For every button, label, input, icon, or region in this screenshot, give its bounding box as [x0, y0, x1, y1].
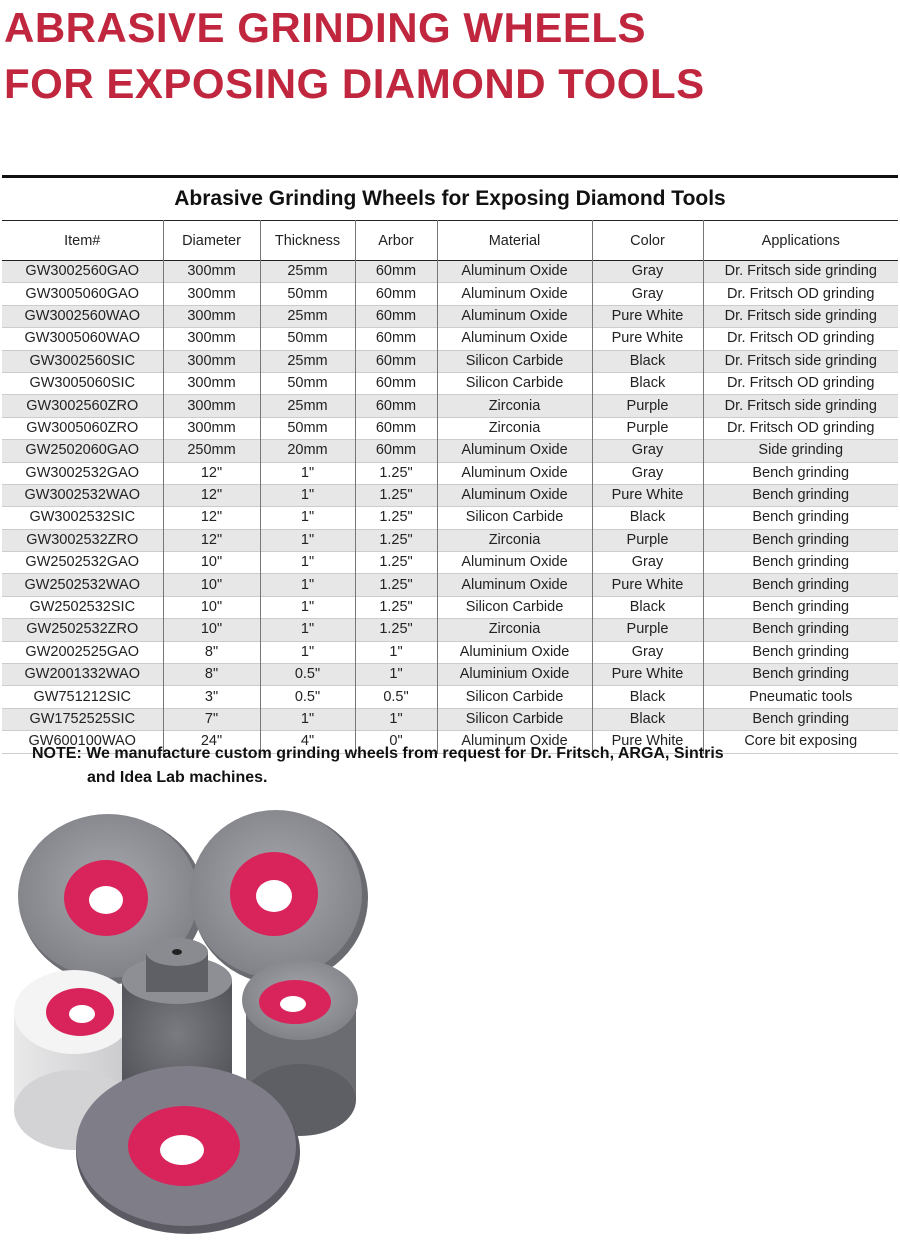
- table-cell: Aluminum Oxide: [437, 440, 592, 462]
- table-cell: 1": [355, 708, 437, 730]
- column-header: Item#: [64, 232, 101, 249]
- table-cell: GW3002560ZRO: [26, 397, 139, 414]
- table-cell: Bench grinding: [703, 552, 898, 574]
- table-cell: 8": [163, 664, 260, 686]
- table-cell: GW3002560WAO: [24, 307, 140, 324]
- table-cell: 3": [163, 686, 260, 708]
- table-cell: Aluminum Oxide: [437, 731, 592, 753]
- table-cell: 24": [163, 731, 260, 753]
- table-cell: 20mm: [260, 440, 355, 462]
- table-cell: 25mm: [260, 261, 355, 283]
- wheel-hole-front: [160, 1135, 204, 1165]
- table-cell: GW3005060ZRO: [26, 419, 139, 436]
- table-cell: 60mm: [355, 283, 437, 305]
- custom-note: [32, 742, 892, 790]
- table-cell: 10": [163, 574, 260, 596]
- table-row: [2, 462, 898, 484]
- table-cell: GW2502532ZRO: [26, 621, 139, 638]
- table-cell: Pneumatic tools: [703, 686, 898, 708]
- table-cell: Dr. Fritsch side grinding: [703, 395, 898, 417]
- table-cell: Dr. Fritsch side grinding: [703, 261, 898, 283]
- table-cell: Black: [592, 350, 703, 372]
- table-row: [2, 395, 898, 417]
- table-cell: 1": [260, 462, 355, 484]
- table-cell: 12": [163, 507, 260, 529]
- table-cell: Pure White: [592, 731, 703, 753]
- table-cell: Core bit exposing: [703, 731, 898, 753]
- table-cell: GW2502532WAO: [24, 576, 140, 593]
- table-cell: Gray: [592, 283, 703, 305]
- table-cell: 50mm: [260, 328, 355, 350]
- table-cell: Aluminum Oxide: [437, 574, 592, 596]
- column-header: Color: [592, 221, 703, 261]
- table-cell: Pure White: [592, 664, 703, 686]
- table-cell: 1": [355, 641, 437, 663]
- table-cell: Purple: [592, 417, 703, 439]
- table-cell: 12": [163, 462, 260, 484]
- note-line-2: and Idea Lab machines.: [87, 769, 268, 786]
- table-cell: 1.25": [355, 462, 437, 484]
- table-row: [2, 686, 898, 708]
- table-cell: Bench grinding: [703, 484, 898, 506]
- wheel-hole-back-left: [89, 886, 123, 914]
- table-cell: Silicon Carbide: [437, 708, 592, 730]
- table-cell: 1.25": [355, 552, 437, 574]
- table-cell: Dr. Fritsch side grinding: [703, 305, 898, 327]
- table-cell: Aluminum Oxide: [437, 328, 592, 350]
- table-cell: Zirconia: [437, 529, 592, 551]
- table-cell: 300mm: [163, 305, 260, 327]
- table-cell: 1": [355, 664, 437, 686]
- table-cell: 10": [163, 619, 260, 641]
- table-cell: GW3005060WAO: [24, 330, 140, 347]
- table-row: [2, 574, 898, 596]
- table-cell: Side grinding: [703, 440, 898, 462]
- table-header-row: [2, 221, 898, 261]
- table-cell: 4": [260, 731, 355, 753]
- table-cell: 1.25": [355, 619, 437, 641]
- table-cell: Aluminium Oxide: [437, 664, 592, 686]
- table-cell: GW600100WAO: [28, 733, 136, 750]
- table-cell: Aluminum Oxide: [437, 283, 592, 305]
- table-cell: 60mm: [355, 395, 437, 417]
- table-cell: Black: [592, 686, 703, 708]
- table-cell: 1.25": [355, 596, 437, 618]
- column-header: Diameter: [163, 221, 260, 261]
- table-row: [2, 552, 898, 574]
- table-cell: Purple: [592, 395, 703, 417]
- column-header: Material: [437, 221, 592, 261]
- table-cell: Silicon Carbide: [437, 507, 592, 529]
- table-cell: GW3002560SIC: [29, 352, 136, 369]
- table-cell: 300mm: [163, 372, 260, 394]
- table-cell: 1.25": [355, 507, 437, 529]
- table-row: [2, 417, 898, 439]
- table-cell: 0.5": [260, 686, 355, 708]
- table-row: [2, 283, 898, 305]
- table-cell: 1": [260, 507, 355, 529]
- table-cell: 12": [163, 529, 260, 551]
- table-row: [2, 507, 898, 529]
- table-row: [2, 305, 898, 327]
- table-cell: Dr. Fritsch OD grinding: [703, 372, 898, 394]
- table-caption: Abrasive Grinding Wheels for Exposing Diamond Tools: [174, 187, 726, 210]
- table-row: [2, 529, 898, 551]
- table-row: [2, 708, 898, 730]
- table-cell: GW2002525GAO: [25, 643, 140, 660]
- table-cell: Bench grinding: [703, 507, 898, 529]
- table-cell: Aluminum Oxide: [437, 305, 592, 327]
- table-cell: Aluminum Oxide: [437, 484, 592, 506]
- page-title-line-1: ABRASIVE GRINDING WHEELS: [4, 4, 647, 51]
- table-cell: 1": [260, 529, 355, 551]
- table-cell: GW2001332WAO: [24, 666, 140, 683]
- table-row: [2, 261, 898, 283]
- table-cell: Dr. Fritsch OD grinding: [703, 283, 898, 305]
- table-cell: 25mm: [260, 305, 355, 327]
- table-cell: Pure White: [592, 484, 703, 506]
- table-cell: Dr. Fritsch side grinding: [703, 350, 898, 372]
- table-cell: GW1752525SIC: [29, 711, 136, 727]
- table-cell: GW751212SIC: [33, 688, 132, 705]
- column-header: Arbor: [355, 221, 437, 261]
- table-cell: 10": [163, 552, 260, 574]
- table-cell: GW3002532GAO: [25, 464, 140, 481]
- table-cell: 60mm: [355, 261, 437, 283]
- table-cell: Bench grinding: [703, 641, 898, 663]
- table-cell: Black: [592, 372, 703, 394]
- table-cell: Silicon Carbide: [437, 686, 592, 708]
- table-cell: 1.25": [355, 574, 437, 596]
- table-cell: Aluminum Oxide: [437, 462, 592, 484]
- table-cell: 50mm: [260, 372, 355, 394]
- table-cell: 0": [355, 731, 437, 753]
- table-cell: 250mm: [163, 440, 260, 462]
- table-cell: Aluminum Oxide: [437, 552, 592, 574]
- table-cell: Bench grinding: [703, 529, 898, 551]
- spec-table-section: [2, 175, 898, 754]
- table-cell: Pure White: [592, 574, 703, 596]
- table-cell: Gray: [592, 440, 703, 462]
- table-cell: 25mm: [260, 395, 355, 417]
- table-row: [2, 641, 898, 663]
- table-cell: 60mm: [355, 328, 437, 350]
- table-cell: Zirconia: [437, 619, 592, 641]
- table-cell: 0.5": [260, 664, 355, 686]
- table-cell: 7": [163, 708, 260, 730]
- table-cell: Zirconia: [437, 417, 592, 439]
- table-cell: 50mm: [260, 283, 355, 305]
- table-cell: 1.25": [355, 529, 437, 551]
- table-row: [2, 484, 898, 506]
- column-header: Thickness: [260, 221, 355, 261]
- table-cell: 1": [260, 619, 355, 641]
- table-cell: Bench grinding: [703, 574, 898, 596]
- table-cell: Bench grinding: [703, 619, 898, 641]
- table-cell: Gray: [592, 462, 703, 484]
- page-title-line-2: FOR EXPOSING DIAMOND TOOLS: [4, 60, 705, 107]
- table-row: [2, 328, 898, 350]
- table-cell: 1": [260, 641, 355, 663]
- table-cell: Black: [592, 507, 703, 529]
- grinding-wheels-photo: [10, 800, 370, 1240]
- table-cell: Silicon Carbide: [437, 372, 592, 394]
- table-cell: Silicon Carbide: [437, 596, 592, 618]
- table-cell: Silicon Carbide: [437, 350, 592, 372]
- table-cell: 60mm: [355, 305, 437, 327]
- table-row: [2, 440, 898, 462]
- table-cell: 1": [260, 484, 355, 506]
- table-cell: GW3002532WAO: [24, 487, 140, 504]
- table-cell: Bench grinding: [703, 664, 898, 686]
- table-cell: 1": [260, 552, 355, 574]
- table-cell: GW2502060GAO: [25, 442, 140, 459]
- table-cell: 300mm: [163, 417, 260, 439]
- note-line-1: NOTE: We manufacture custom grinding wheels from request for Dr. Fritsch, ARGA, Sintris: [32, 745, 724, 762]
- table-row: [2, 350, 898, 372]
- table-cell: Dr. Fritsch OD grinding: [703, 328, 898, 350]
- table-cell: Purple: [592, 619, 703, 641]
- table-cell: Pure White: [592, 305, 703, 327]
- table-cell: Black: [592, 596, 703, 618]
- table-cell: GW2502532SIC: [29, 599, 136, 616]
- table-cell: Black: [592, 708, 703, 730]
- table-cell: Gray: [592, 261, 703, 283]
- table-cell: Bench grinding: [703, 462, 898, 484]
- table-cell: 12": [163, 484, 260, 506]
- table-cell: 300mm: [163, 283, 260, 305]
- table-cell: 60mm: [355, 350, 437, 372]
- table-cell: 10": [163, 596, 260, 618]
- table-row: [2, 596, 898, 618]
- table-cell: Bench grinding: [703, 596, 898, 618]
- table-cell: Gray: [592, 552, 703, 574]
- table-cell: 0.5": [355, 686, 437, 708]
- table-cell: Gray: [592, 641, 703, 663]
- table-row: [2, 664, 898, 686]
- table-cell: 1": [260, 574, 355, 596]
- table-cell: 1.25": [355, 484, 437, 506]
- table-cell: GW3005060SIC: [29, 375, 136, 392]
- table-cell: 300mm: [163, 350, 260, 372]
- spec-table: [2, 220, 898, 754]
- table-row: [2, 619, 898, 641]
- table-cell: GW3002560GAO: [25, 263, 140, 280]
- table-cell: 60mm: [355, 372, 437, 394]
- table-cell: 60mm: [355, 417, 437, 439]
- table-cell: 1": [260, 708, 355, 730]
- table-cell: GW3002532SIC: [29, 509, 136, 526]
- page-title: [4, 0, 705, 112]
- table-cell: GW2502532GAO: [25, 554, 140, 571]
- table-cell: 300mm: [163, 261, 260, 283]
- table-cell: Zirconia: [437, 395, 592, 417]
- table-cell: GW3005060GAO: [25, 285, 140, 302]
- table-cell: 300mm: [163, 395, 260, 417]
- table-cell: Aluminium Oxide: [437, 641, 592, 663]
- wheel-hole-back-right: [256, 880, 292, 912]
- table-cell: Bench grinding: [703, 708, 898, 730]
- table-cell: GW3002532ZRO: [26, 531, 139, 548]
- table-cell: Purple: [592, 529, 703, 551]
- table-cell: Aluminum Oxide: [437, 261, 592, 283]
- table-cell: 50mm: [260, 417, 355, 439]
- table-cell: Dr. Fritsch OD grinding: [703, 417, 898, 439]
- table-cell: Pure White: [592, 328, 703, 350]
- column-header: Applications: [703, 221, 898, 261]
- table-cell: 60mm: [355, 440, 437, 462]
- table-cell: 1": [260, 596, 355, 618]
- table-cell: 300mm: [163, 328, 260, 350]
- table-body: [2, 261, 898, 754]
- table-row: [2, 372, 898, 394]
- table-cell: 25mm: [260, 350, 355, 372]
- table-cell: 8": [163, 641, 260, 663]
